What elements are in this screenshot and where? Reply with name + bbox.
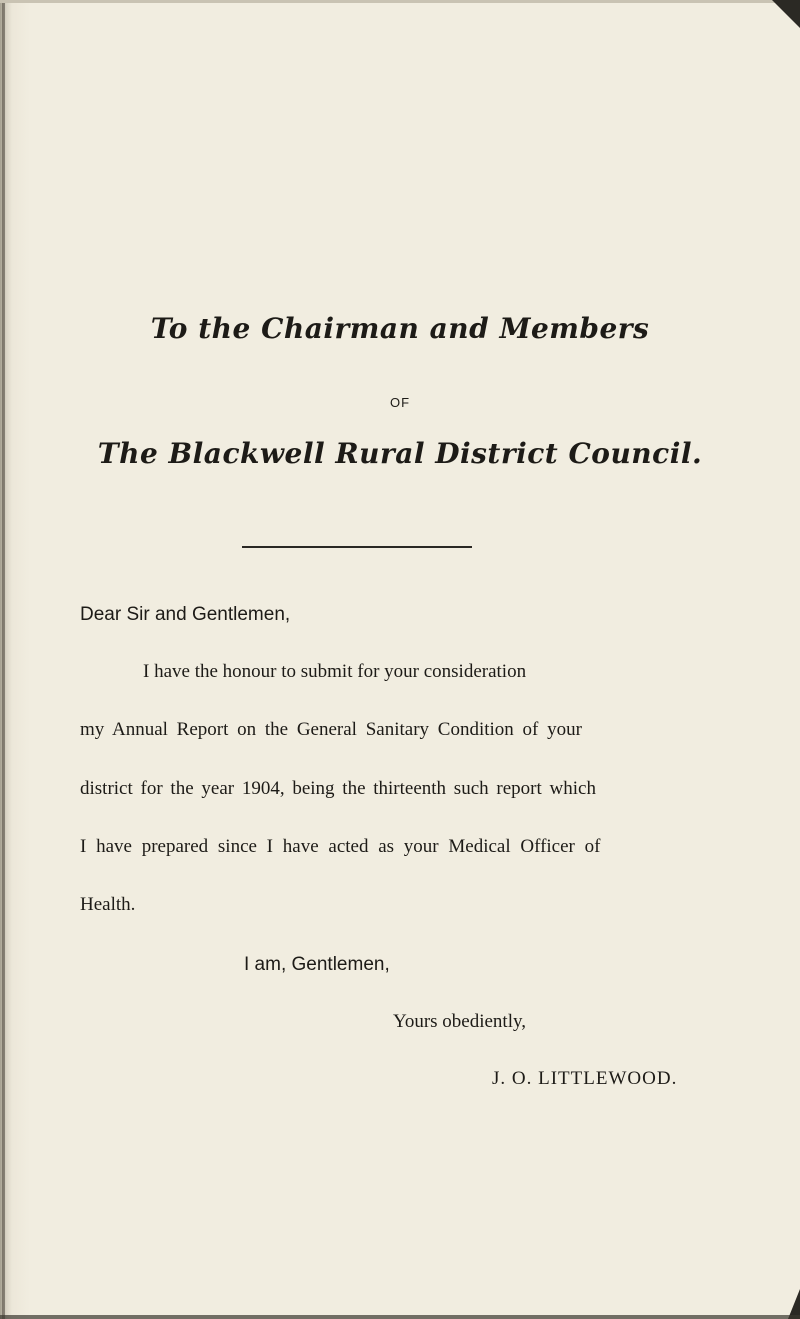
bottom-edge (0, 1315, 800, 1319)
signature: J. O. LITTLEWOOD. (492, 1068, 678, 1089)
body-line-5: Health. (80, 894, 136, 915)
body-line-1: I have the honour to submit for your consideration (143, 661, 527, 682)
signoff: Yours obediently, (393, 1011, 527, 1032)
salutation: Dear Sir and Gentlemen, (80, 604, 291, 625)
closing: I am, Gentlemen, (244, 954, 390, 975)
heading-addressee: To the Chairman and Members (150, 312, 650, 345)
heading-council: The Blackwell Rural District Council. (97, 437, 703, 470)
top-edge (0, 0, 800, 3)
body-line-2: my Annual Report on the General Sanitary Condition of your (80, 719, 582, 740)
heading-of: OF (389, 395, 411, 410)
divider-rule (242, 546, 472, 548)
body-line-3: district for the year 1904, being the thirteenth such report which (80, 778, 596, 799)
binding-line (2, 0, 5, 1319)
page-corner-top-right (772, 0, 800, 28)
body-line-4: I have prepared since I have acted as your Medical Officer of (80, 836, 601, 857)
